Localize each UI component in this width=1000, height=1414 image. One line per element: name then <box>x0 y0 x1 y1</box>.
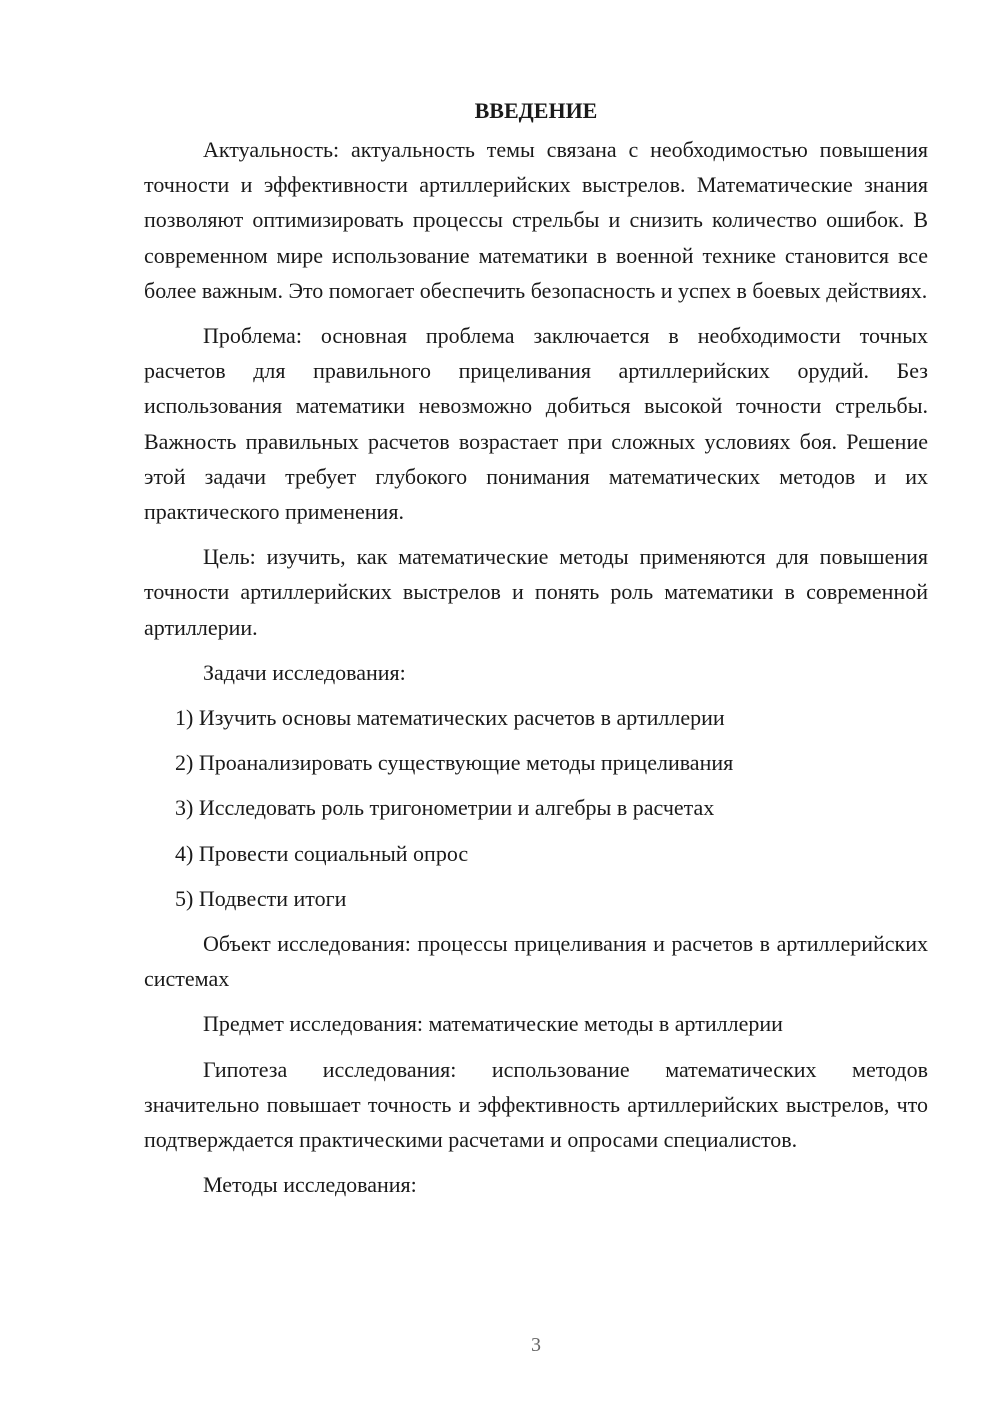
list-item: 4) Провести социальный опрос <box>175 840 469 866</box>
page-number: 3 <box>531 1334 541 1356</box>
paragraph-subject: Предмет исследования: математические методы в артиллерии <box>203 1011 783 1037</box>
paragraph-hypothesis: Гипотеза исследования: использование математических методов значительно повышает точность и эффективность артиллерийских выстрелов, что подтверждается практическими расчетами и опросами специалистов. <box>144 1056 928 1153</box>
paragraph-goal: Цель: изучить, как математические методы применяются для повышения точности артиллерийских выстрелов и понять роль математики в современной артиллерии. <box>144 544 928 640</box>
list-item: 3) Исследовать роль тригонометрии и алгебры в расчетах <box>175 795 715 821</box>
paragraph-methods-heading: Методы исследования: <box>203 1172 417 1198</box>
paragraph-tasks-heading: Задачи исследования: <box>203 659 406 685</box>
paragraph-problem: Проблема: основная проблема заключается в необходимости точных расчетов для правильного прицеливания артиллерийских орудий. Без использования математики невозможно добиться высокой точности стрельбы. Важность правильных расчетов возрастает при сложных условиях боя. Решение этой задачи требует глубокого понимания математических методов и их практического применения. <box>144 323 928 525</box>
tasks-list <box>144 700 928 916</box>
list-item: 5) Подвести итоги <box>175 885 347 911</box>
document-page <box>144 93 928 1212</box>
page-title: ВВЕДЕНИЕ <box>474 98 598 123</box>
list-item: 1) Изучить основы математических расчетов в артиллерии <box>175 705 725 731</box>
paragraph-object: Объект исследования: процессы прицеливания и расчетов в артиллерийских системах <box>144 931 928 992</box>
paragraph-relevance: Актуальность: актуальность темы связана с необходимостью повышения точности и эффективности артиллерийских выстрелов. Математические знания позволяют оптимизировать процессы стрельбы и снизить количество ошибок. В современном мире использование математики в военной технике становится все более важным. Это помогает обеспечить безопасность и успех в боевых действиях. <box>144 137 928 303</box>
list-item: 2) Проанализировать существующие методы прицеливания <box>175 750 734 776</box>
